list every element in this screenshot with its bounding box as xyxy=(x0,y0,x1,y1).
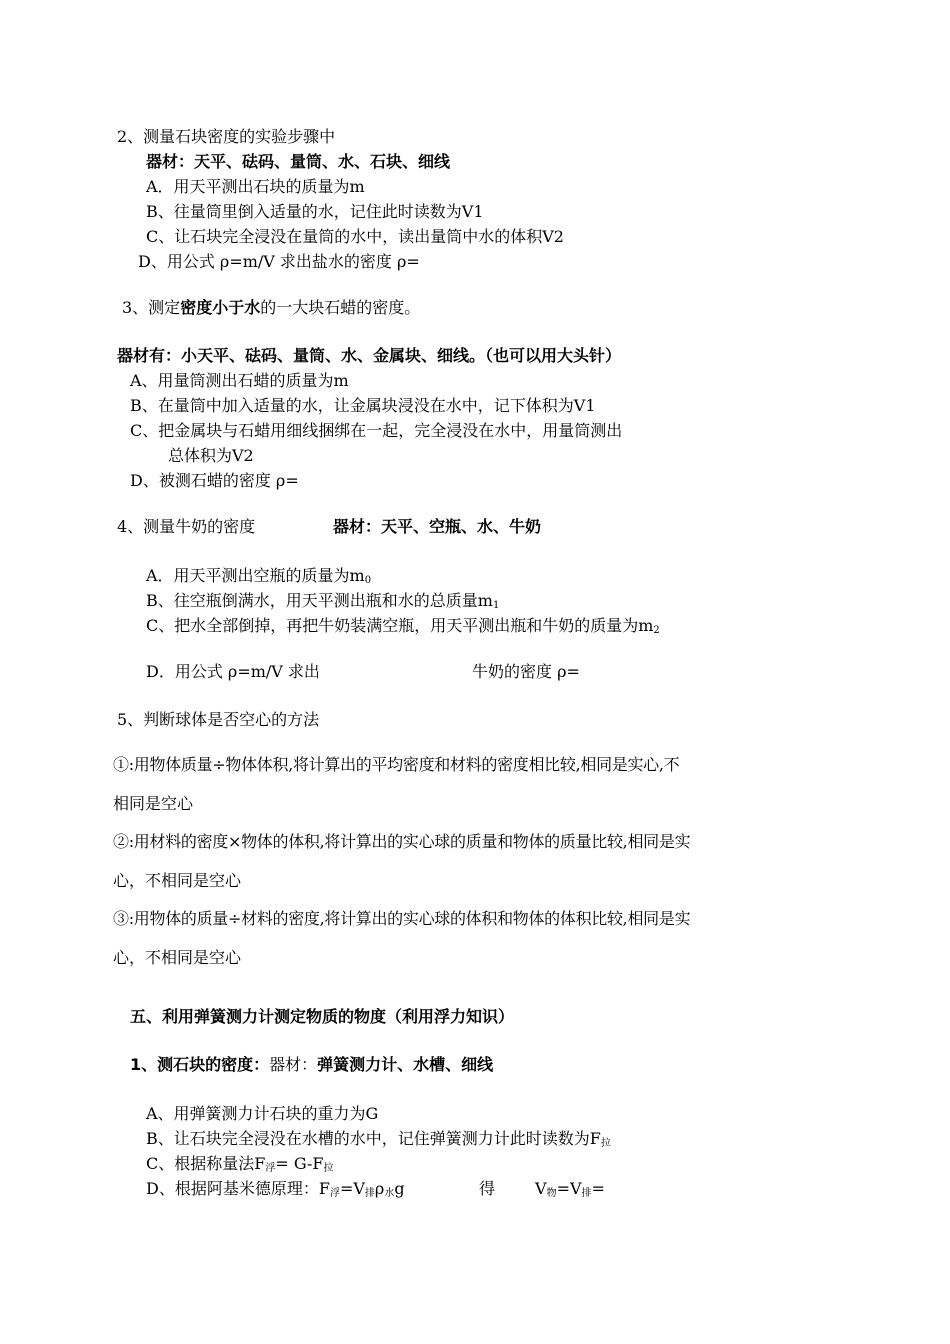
s4-title: 4、测量牛奶的密度 xyxy=(117,517,256,536)
s2-title: 2、测量石块密度的实验步骤中 xyxy=(117,127,336,146)
s3-equipment: 器材有：小天平、砝码、量筒、水、金属块、细线。（也可以用大头针） xyxy=(117,346,622,365)
s6-step-d-de: 得 xyxy=(479,1179,496,1198)
s6-step-c xyxy=(146,1154,333,1174)
s5-method2-line2: 心，不相同是空心 xyxy=(113,871,242,890)
s4-step-a-text: A．用天平测出空瓶的质量为m xyxy=(146,566,365,585)
s6-step-c-sub1: 浮 xyxy=(265,1163,276,1174)
s3-step-c2: 总体积为V2 xyxy=(168,446,254,465)
s4-step-b xyxy=(146,591,499,611)
s2-step-b: B、往量筒里倒入适量的水，记住此时读数为V1 xyxy=(146,202,484,221)
s3-title-suffix: 的一大块石蜡的密度。 xyxy=(260,298,421,317)
s6-sub-equip: 弹簧测力计、水槽、细线 xyxy=(317,1055,494,1074)
s4-step-c xyxy=(146,616,660,636)
s6-step-b-sub: 拉 xyxy=(600,1138,611,1149)
s3-step-a: A、用量筒测出石蜡的质量为m xyxy=(130,371,349,390)
s6-step-b-text: B、让石块完全浸没在水槽的水中，记住弹簧测力计此时读数为F xyxy=(146,1129,601,1148)
s4-step-c-sub: 2 xyxy=(653,625,660,636)
s3-step-c1: C、把金属块与石蜡用细线捆绑在一起，完全浸没在水中，用量筒测出 xyxy=(130,421,623,440)
s5-title: 5、判断球体是否空心的方法 xyxy=(117,710,320,729)
s2-step-a: A．用天平测出石块的质量为m xyxy=(146,177,365,196)
s4-step-c-text: C、把水全部倒掉，再把牛奶装满空瓶，用天平测出瓶和牛奶的质量为m xyxy=(146,616,654,635)
s6-step-c-sub2: 拉 xyxy=(323,1163,334,1174)
s6-step-a: A、用弹簧测力计石块的重力为G xyxy=(146,1104,379,1123)
s5-method1-line2: 相同是空心 xyxy=(113,794,194,813)
s3-step-b: B、在量筒中加入适量的水，让金属块浸没在水中，记下体积为V1 xyxy=(130,396,596,415)
s6-step-d-sub3: 水 xyxy=(384,1188,395,1199)
s2-equipment: 器材：天平、砝码、量筒、水、石块、细线 xyxy=(146,152,451,171)
s6-step-d-rho: ρ xyxy=(374,1179,385,1198)
s6-sub-bold: 1、测石块的密度： xyxy=(130,1055,270,1074)
s6-step-d xyxy=(146,1179,405,1199)
s6-step-b xyxy=(146,1129,611,1149)
s6-step-d-mid: =V xyxy=(339,1179,365,1198)
s6-step-d-sub1: 浮 xyxy=(329,1188,340,1199)
s3-title-bold: 密度小于水 xyxy=(180,298,261,317)
s6-step-d-end: = xyxy=(591,1179,605,1198)
s6-subheading xyxy=(130,1055,493,1075)
s6-step-d-result xyxy=(535,1179,605,1199)
s5-method3-line1: ③:用物体的质量÷材料的密度,将计算出的实心球的体积和物体的体积比较,相同是实 xyxy=(113,909,691,928)
s2-step-d: D、用公式 ρ=m/V 求出盐水的密度 ρ= xyxy=(138,252,420,271)
s6-step-d-sub4: 物 xyxy=(546,1188,557,1199)
s6-heading: 五、利用弹簧测力计测定物质的物度（利用浮力知识） xyxy=(130,1007,515,1026)
s4-step-b-sub: 1 xyxy=(492,600,500,611)
s6-step-d-v: V xyxy=(535,1179,547,1198)
s3-title xyxy=(122,298,420,318)
s5-method3-line2: 心，不相同是空心 xyxy=(113,948,242,967)
s6-step-c-pre: C、根据称量法F xyxy=(146,1154,266,1173)
s4-step-d: D．用公式 ρ=m/V 求出 xyxy=(146,662,320,681)
s4-step-a xyxy=(146,566,371,586)
s4-step-b-text: B、往空瓶倒满水，用天平测出瓶和水的总质量m xyxy=(146,591,493,610)
s3-title-prefix: 3、测定 xyxy=(122,298,181,317)
s6-step-c-mid: = G-F xyxy=(275,1154,324,1173)
s4-step-a-sub: 0 xyxy=(364,575,372,586)
s5-method2-line1: ②:用材料的密度×物体的体积,将计算出的实心球的质量和物体的质量比较,相同是实 xyxy=(113,832,691,851)
s6-sub-mid: 器材： xyxy=(269,1055,318,1074)
s5-method1-line1: ①:用物体质量÷物体体积,将计算出的平均密度和材料的密度相比较,相同是实心,不 xyxy=(113,755,680,774)
s4-step-d-right: 牛奶的密度 ρ= xyxy=(472,662,580,681)
s6-step-d-g: g xyxy=(394,1179,405,1198)
s6-step-d-sub5: 排 xyxy=(581,1188,592,1199)
s6-step-d-pre: D、根据阿基米德原理：F xyxy=(146,1179,330,1198)
s2-step-c: C、让石块完全浸没在量筒的水中，读出量筒中水的体积V2 xyxy=(146,227,564,246)
s4-equipment: 器材：天平、空瓶、水、牛奶 xyxy=(333,517,542,536)
s6-step-d-sub2: 排 xyxy=(364,1188,375,1199)
s3-step-d: D、被测石蜡的密度 ρ= xyxy=(130,471,299,490)
s6-step-d-eq: =V xyxy=(556,1179,582,1198)
